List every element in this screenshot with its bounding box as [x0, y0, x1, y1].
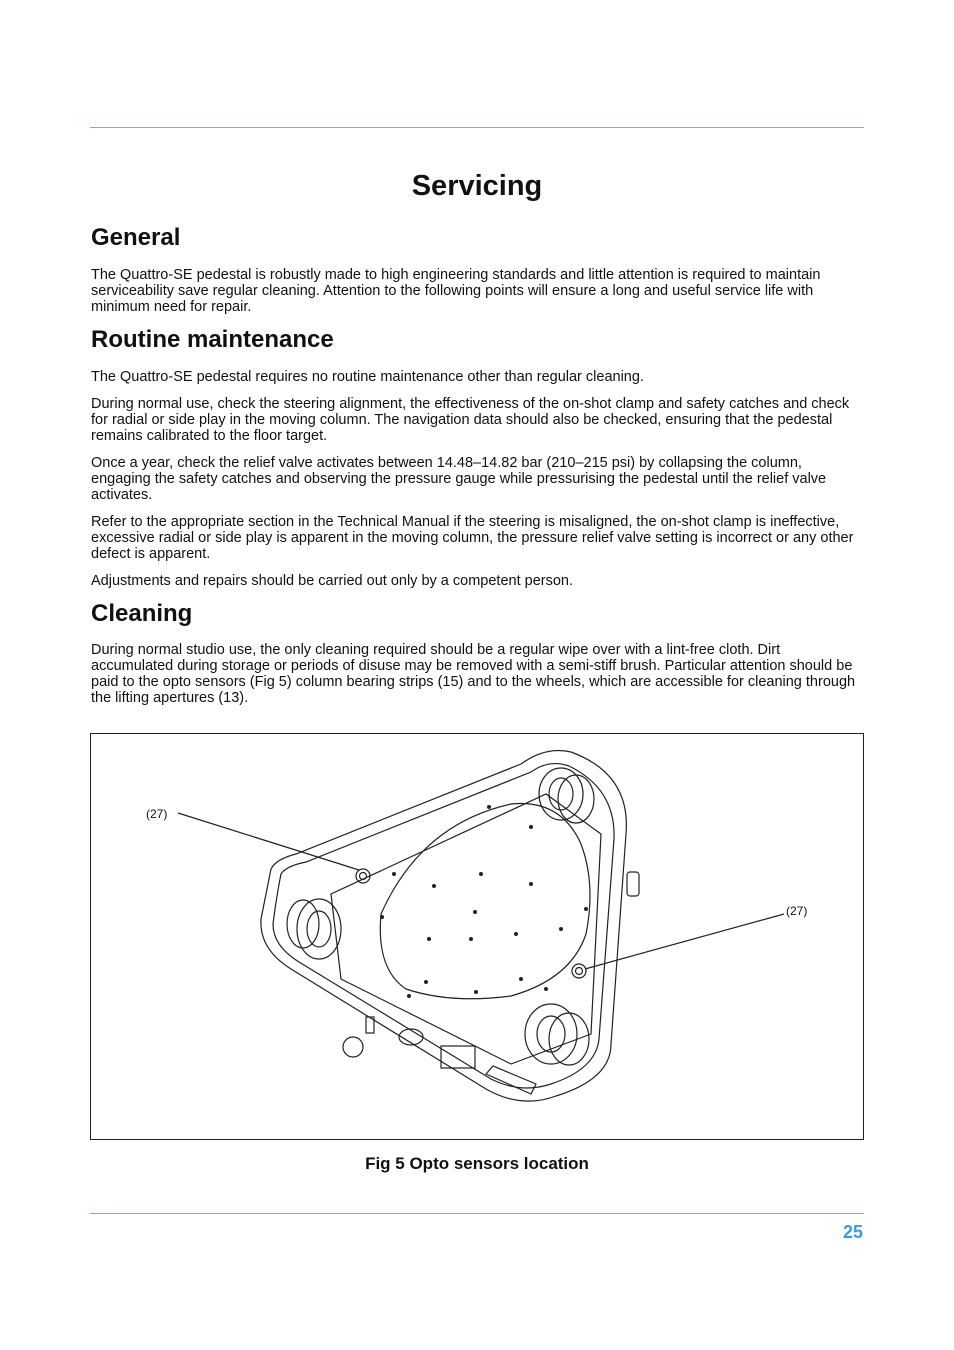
callout-label-left: (27): [146, 807, 168, 821]
figure-caption: Fig 5 Opto sensors location: [365, 1154, 589, 1173]
pedestal-base-illustration: [91, 734, 863, 1139]
header-rule: [90, 127, 864, 128]
section-general: [91, 224, 863, 315]
main-content: [91, 224, 863, 717]
routine-paragraph: Once a year, check the relief valve activates between 14.48–14.82 bar (210–215 psi) by collapsing the column, engaging the safety catches and observing the pressure gauge while pressurising the pedestal until the relief valve activates.: [91, 454, 827, 503]
section-heading-cleaning: Cleaning: [91, 599, 193, 627]
routine-paragraph: Refer to the appropriate section in the Technical Manual if the steering is misaligned, the on-shot clamp is ineffective, excessive radial or side play is apparent in the moving column, the pressure relief valve setting is incorrect or any other defect is apparent.: [91, 513, 854, 562]
routine-paragraph: During normal use, check the steering alignment, the effectiveness of the on-shot clamp and safety catches and check for radial or side play in the moving column. The navigation data should also be checked, ensuring that the pedestal remains calibrated to the floor target.: [91, 395, 850, 444]
footer-rule: [90, 1213, 864, 1214]
section-routine-maintenance: [91, 326, 863, 589]
general-paragraph: The Quattro-SE pedestal is robustly made to high engineering standards and little attention is required to maintain serviceability save regular cleaning. Attention to the following points will ensure a long and useful service life with minimum need for repair.: [91, 266, 821, 315]
page-number: 25: [842, 1222, 863, 1242]
figure-frame: [90, 733, 864, 1140]
cleaning-paragraph: During normal studio use, the only cleaning required should be a regular wipe over with a lint-free cloth. Dirt accumulated during storage or periods of disuse may be removed with a semi-stiff brush. Particular attention should be paid to the opto sensors (Fig 5) column bearing strips (15) and to the wheels, which are accessible for cleaning through the lifting apertures (13).: [91, 642, 856, 707]
routine-paragraph: Adjustments and repairs should be carried out only by a competent person.: [91, 572, 573, 589]
section-heading-routine: Routine maintenance: [91, 325, 334, 353]
page-title: Servicing: [411, 170, 543, 202]
section-cleaning: [91, 600, 863, 707]
section-heading-general: General: [91, 224, 181, 251]
callout-label-right: (27): [786, 904, 808, 918]
routine-paragraph: The Quattro-SE pedestal requires no routine maintenance other than regular cleaning.: [91, 368, 644, 385]
